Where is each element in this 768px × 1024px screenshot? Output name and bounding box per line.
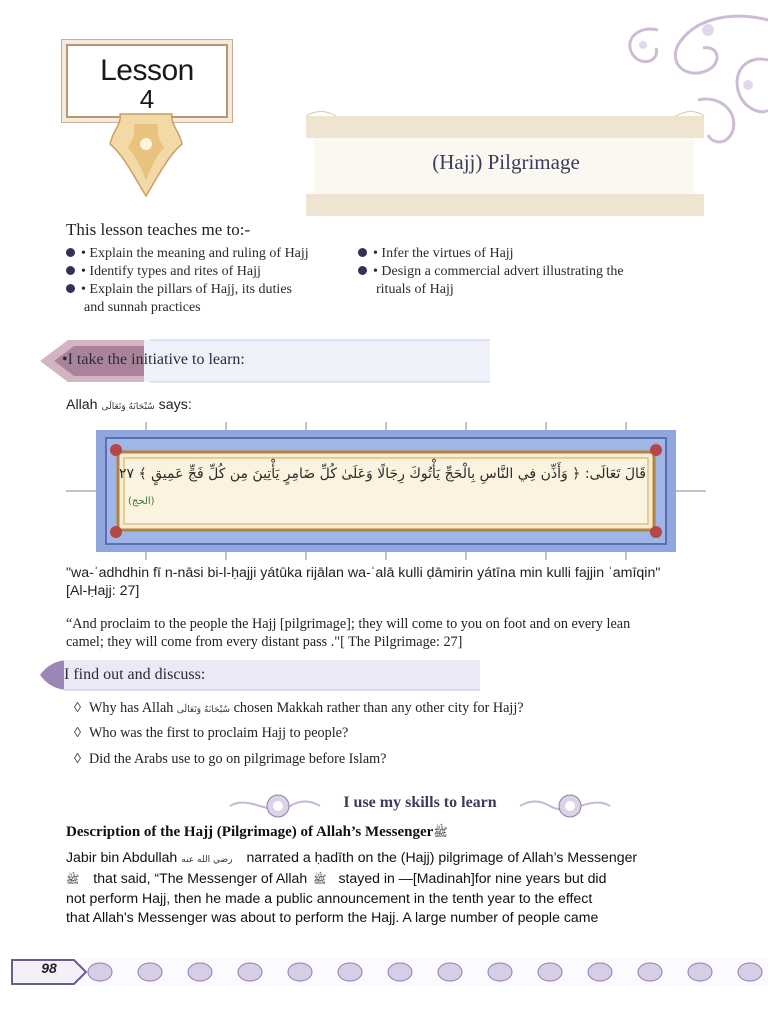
honorific: سُبْحَانَهُ وَتَعَالَى <box>101 402 155 412</box>
diamond-icon: ◊ <box>74 700 82 716</box>
paragraph-line: that Allah's Messenger was about to perform the Hajj. A large number of people came <box>66 908 599 925</box>
skills-label: I use my skills to learn <box>343 794 497 811</box>
honorific: سُبْحَانَهُ وَتَعَالَى <box>176 705 231 715</box>
page-number: 98 <box>41 960 57 976</box>
objective-item: • Design a commercial advert illustrating the <box>358 263 624 281</box>
discuss-label: I find out and discuss: <box>64 666 206 683</box>
lesson-number: 4 <box>139 84 155 114</box>
bullet-icon <box>66 266 75 275</box>
objective-item-continued: rituals of Hajj <box>376 282 454 297</box>
verse-source: (الحج) <box>128 496 155 507</box>
diamond-icon: ◊ <box>74 751 82 767</box>
allah-says: Allah سُبْحَانَهُ وَتَعَالَى says: <box>66 397 192 413</box>
objective-item: • Explain the pillars of Hajj, its duties <box>66 281 292 299</box>
bullet-icon <box>66 248 75 257</box>
pendant-ornament-icon <box>110 114 182 196</box>
lesson-word: Lesson <box>100 54 194 87</box>
question-item: ◊ Why has Allah سُبْحَانَهُ وَتَعَالَى chosen Makkah rather than any other city for Hajj? <box>74 700 524 716</box>
question-item: ◊ Did the Arabs use to go on pilgrimage before Islam? <box>74 751 387 767</box>
bullet-icon <box>358 248 367 257</box>
translation-line: camel; they will come from every distant pass ."[ The Pilgrimage: 27] <box>66 634 463 650</box>
footer-ornament <box>0 954 768 990</box>
paragraph-line: not perform Hajj, then he made a public announcement in the tenth year to the effect <box>66 890 593 907</box>
diamond-icon: ◊ <box>74 725 82 741</box>
description-title: Description of the Hajj (Pilgrimage) of Allah’s Messengerﷺ <box>66 824 448 840</box>
lesson-badge <box>66 44 228 118</box>
verse-arabic: قَالَ تَعَالَى: ﴿ وَأَذِّن فِي النَّاسِ بِالْحَجِّ يَأْتُوكَ رِجَالًا وَعَلَىٰ كُلِّ ضَامِرٍ يَأْتِينَ مِن كُلِّ فَجٍّ عَمِيقٍ ﴾ ٢٧ <box>118 466 646 482</box>
objective-item: • Infer the virtues of Hajj <box>358 245 514 263</box>
objective-item-continued: and sunnah practices <box>84 300 201 315</box>
bullet-icon <box>66 284 75 293</box>
question-item: ◊ Who was the first to proclaim Hajj to people? <box>74 725 349 741</box>
objective-item: • Explain the meaning and ruling of Hajj <box>66 245 309 263</box>
hadith-paragraph <box>66 848 702 926</box>
verse-frame <box>66 422 706 560</box>
initiative-label: •I take the initiative to learn: <box>62 351 245 368</box>
transliteration-ref: [Al-Ḥajj: 27] <box>66 583 140 599</box>
transliteration-line: "wa-ʾadhdhin fī n-nāsi bi-l-ḥajji yátūka rijālan wa-ʿalā kulli ḍāmirin yátīna min kulli fajjin ʿamīqin" <box>66 565 661 581</box>
bullet-icon <box>358 266 367 275</box>
paragraph-line: Jabir bin Abdullah رضي الله عنه narrated a ḥadīth on the (Hajj) pilgrimage of Allah’s Messenger <box>66 849 638 865</box>
objectives-intro: This lesson teaches me to:- <box>66 220 251 239</box>
translation-line: “And proclaim to the people the Hajj [pilgrimage]; they will come to you on foot and on every lean <box>66 616 631 632</box>
lesson-title: (Hajj) Pilgrimage <box>432 150 580 174</box>
paragraph-line: ﷺ that said, “The Messenger of Allah ﷺ stayed in —[Madinah]for nine years but did <box>66 870 607 887</box>
objective-item: • Identify types and rites of Hajj <box>66 263 261 281</box>
pbuh-symbol: ﷺ <box>433 825 448 839</box>
